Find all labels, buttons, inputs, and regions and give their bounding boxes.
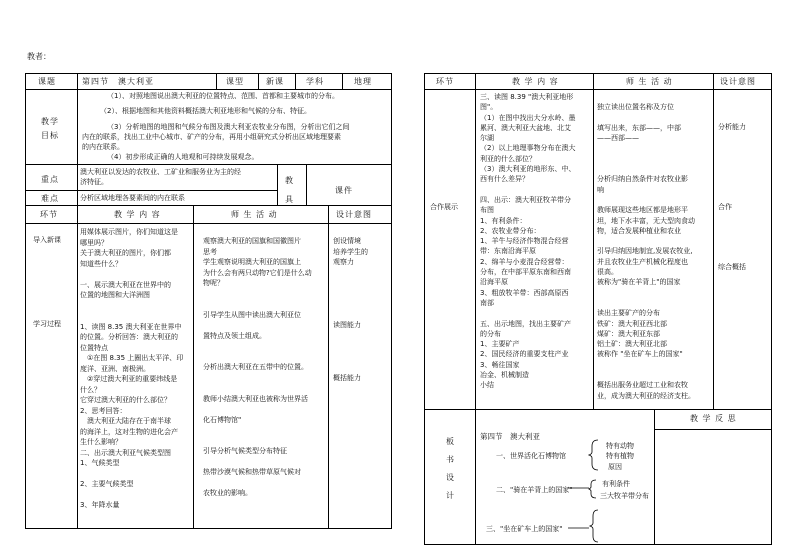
intent-line	[333, 268, 368, 279]
head-subject-label: 学科	[306, 77, 324, 86]
content-line: 哪里吗？	[80, 238, 108, 247]
intent-line	[718, 237, 746, 257]
activity-line	[203, 383, 312, 394]
content-line	[80, 311, 183, 322]
intent-line	[333, 341, 368, 352]
intent-line: 综合概括	[718, 263, 746, 271]
content-line: 二、出示澳大利亚气候类型图	[80, 448, 171, 457]
goal-3b: 内在的联系，找出工业中心城市、矿产的分布，再用小组研究式分析出区域地理要素	[82, 133, 341, 141]
board-point-3: 三、"坐在矿车上的国家"	[486, 525, 563, 533]
content-line: （1）在图中找出大分水岭、墨	[480, 113, 576, 122]
activity-line: 被称为"骑在羊背上"的国家	[597, 278, 681, 287]
intent-line: 合作	[718, 203, 732, 211]
board-point-1-a: 特有动物	[606, 442, 634, 450]
goals-label-1: 教学	[41, 117, 59, 126]
left-content-list	[80, 227, 183, 511]
head-topic-value: 第四节 澳大利亚	[82, 77, 154, 86]
activity-line: 被称作 "坐在矿车上的国家"	[597, 350, 683, 359]
activity-line: 置特点及领土组成。	[203, 331, 266, 340]
content-line: 图"。	[480, 103, 498, 112]
board-arrow-3	[568, 523, 592, 533]
content-line	[80, 469, 183, 480]
activity-line: 概括出服务业超过工业和农牧	[597, 381, 688, 390]
teacher-label: 教者：	[27, 52, 51, 61]
content-line: 1、羊牛与经济作物混合经营	[480, 237, 569, 246]
content-line: 利亚的什么部位？	[480, 154, 536, 163]
content-line: 2、绵羊与小麦混合经营带：	[480, 257, 569, 266]
content-line: 分布，在中部平原东南和西南	[480, 268, 571, 277]
activity-line: 坦，地下水丰富，无大型肉食动	[597, 216, 695, 225]
activity-line	[597, 92, 695, 102]
content-line: 的分布	[480, 329, 501, 338]
content-line: 2、农牧业带分布：	[480, 226, 541, 235]
right-intent-list	[718, 117, 746, 277]
content-line: 1、读图 8.35 澳大利亚在世界中	[80, 322, 182, 331]
left-intent-list	[333, 236, 368, 383]
activity-line	[203, 478, 312, 489]
activity-line: 引导归纳因地制宜,发展农牧业,	[597, 247, 693, 256]
activity-line	[597, 370, 695, 380]
content-line: 2、思考回答：	[80, 406, 127, 415]
r-col-stage: 环节	[436, 77, 454, 86]
head-type-label: 课型	[226, 77, 244, 86]
activity-line: 物，适合发展种植业和农业	[597, 226, 681, 235]
activity-line	[203, 373, 312, 384]
activity-line: 填写出来，东部——，中部	[597, 123, 681, 132]
reflection-title: 教 学 反 思	[690, 414, 737, 423]
activity-line	[203, 352, 312, 363]
activity-line: ——西部——	[597, 134, 639, 143]
intent-line	[333, 362, 368, 373]
content-line: （3）澳大利亚的地形东、中、	[480, 165, 576, 174]
content-line: 西有什么差异？	[480, 175, 529, 184]
key-text-2: 济特征。	[80, 178, 108, 186]
content-line: 关于澳大利亚的图片，你们都	[80, 249, 171, 257]
activity-line: 铁矿：澳大利亚西北部	[597, 319, 667, 328]
col-content: 教 学 内 容	[114, 210, 161, 219]
activity-line	[203, 425, 312, 436]
activity-line	[203, 299, 312, 310]
intent-line	[333, 331, 368, 342]
activity-line: 煤矿：澳大利亚东部	[597, 329, 660, 338]
board-point-2-b: 三大牧羊带分布	[600, 492, 649, 500]
activity-line: 为什么会有两只动物?它们是什么动	[203, 268, 312, 277]
content-line: （2）以上地理事物分布在澳大	[480, 144, 576, 153]
left-activity-list	[203, 236, 312, 499]
content-line: 的海洋上，这对生物的进化会产	[80, 427, 178, 436]
content-line: 用媒体展示图片，你们知道这是	[80, 228, 178, 236]
stage-intro: 导入新课	[33, 236, 61, 244]
activity-line: 热带沙漠气候和热带草原气候对	[203, 468, 301, 476]
activity-line: 独立读出位置名称及方位	[597, 103, 674, 112]
head-type-value: 新课	[266, 77, 284, 86]
content-line: 尔湖	[480, 134, 494, 143]
activity-line: 学生观察说明澳大利亚的国旗上	[203, 258, 301, 266]
activity-line	[597, 195, 695, 205]
intent-line	[333, 299, 368, 310]
content-line	[80, 301, 183, 312]
activity-line: 农牧业的影响。	[203, 489, 252, 497]
content-line: 冶金、机械制造	[480, 371, 529, 380]
activity-line	[597, 143, 695, 153]
content-line: ②穿过澳大利亚的重要纬线是	[80, 375, 178, 383]
board-label-1: 板	[446, 437, 455, 446]
content-line: 布图	[480, 206, 494, 215]
intent-line: 概括能力	[333, 373, 361, 382]
activity-line	[597, 288, 695, 298]
content-line: 3、年降水量	[80, 501, 120, 509]
stage-learning: 学习过程	[33, 320, 61, 328]
content-line: 2、国民经济的重要支柱产业	[480, 350, 569, 359]
content-line: 2、主要气候类型	[80, 480, 134, 488]
difficulty-label: 难点	[41, 194, 59, 203]
activity-line: 分析归纳自然条件对农牧业影	[597, 175, 688, 184]
content-line: 南部	[480, 298, 494, 307]
intent-line	[333, 289, 368, 300]
content-line: 位置的地图和大洋洲图	[80, 291, 150, 299]
activity-line: 教师小结澳大利亚也被称为世界活	[203, 394, 308, 403]
r-col-activity: 师 生 活 动	[626, 77, 673, 86]
activity-line	[203, 436, 312, 447]
content-line: 度洋、亚洲、南极洲。	[80, 364, 150, 373]
col-intent: 设计意图	[336, 210, 372, 219]
key-text-1: 澳大利亚以发达的农牧业、工矿业和服务业为主的经	[80, 168, 241, 176]
teaching-aids-label-1: 教	[285, 176, 294, 185]
right-activity-list	[597, 92, 695, 401]
head-topic-label: 课题	[38, 77, 56, 86]
board-point-1-b: 特有植物	[606, 452, 634, 460]
difficulty-text: 分析区域地理各要素间的内在联系	[80, 194, 185, 202]
content-line: 什么？	[80, 385, 101, 394]
board-arrow-2	[568, 483, 592, 493]
activity-line	[597, 164, 695, 174]
intent-line: 分析能力	[718, 123, 746, 131]
activity-line	[597, 154, 695, 164]
activity-line: 很高。	[597, 268, 618, 277]
intent-line	[333, 352, 368, 363]
content-line: 1、有利条件：	[480, 216, 527, 225]
activity-line: 铝土矿：澳大利亚北部	[597, 340, 667, 349]
content-line: 四、出示：澳大利亚牧羊带分	[480, 195, 571, 204]
intent-line	[718, 177, 746, 197]
board-label-4: 计	[446, 491, 455, 500]
intent-line: 培养学生的	[333, 247, 368, 256]
goal-3c: 的内在联系。	[82, 143, 124, 151]
content-line: 累河、澳大利亚大盆地、北艾	[480, 123, 571, 132]
activity-line: 分析出澳大利亚在五带中的位置。	[203, 363, 308, 371]
intent-line	[718, 157, 746, 177]
r-col-intent: 设计意图	[720, 77, 756, 86]
key-label: 重点	[41, 175, 59, 184]
board-label-2: 书	[446, 455, 455, 464]
activity-line	[597, 236, 695, 246]
intent-line: 创设情境	[333, 237, 361, 245]
board-point-2: 二、"骑在羊背上的国家"	[496, 486, 573, 494]
intent-line	[718, 217, 746, 237]
activity-line	[203, 341, 312, 352]
content-line	[80, 269, 183, 280]
activity-line	[203, 457, 312, 468]
activity-line: 思考	[203, 247, 217, 256]
intent-line: 观察力	[333, 258, 354, 266]
activity-line: 并且农牧业生产机械化程度也	[597, 257, 688, 266]
goal-3a: （3）分析地图的地图和气候分布图及澳大利亚农牧业分布图，分析出它们之间	[107, 123, 350, 131]
content-line: 的位置。分析回答：澳大利亚的	[80, 333, 178, 341]
activity-line	[597, 298, 695, 308]
content-line: 澳大利亚大陆存在于南半球	[80, 417, 171, 425]
activity-line: 读出主要矿产的分布	[597, 309, 660, 318]
goal-2: （2）、根据地图和其他资料概括澳大利亚地形和气候的分布、特征。	[100, 107, 311, 115]
board-label-3: 设	[446, 473, 455, 482]
content-line: 生什么影响？	[80, 438, 122, 446]
content-line: 1、气候类型	[80, 459, 120, 467]
activity-line	[597, 113, 695, 123]
content-line	[80, 490, 183, 501]
activity-line: 物呢？	[203, 279, 224, 287]
content-line	[480, 185, 575, 195]
head-subject-value: 地理	[354, 77, 372, 86]
content-line: 带：东南沿海平原	[480, 247, 536, 256]
goal-1: （1）、对照地图说出澳大利亚的位置特点、范围、首都和主要城市的分布。	[107, 92, 339, 100]
teaching-aids-value: 课件	[335, 186, 353, 195]
content-line: 小结	[480, 381, 494, 390]
goals-label-2: 目标	[41, 131, 59, 140]
teaching-aids-label-2: 具	[285, 195, 294, 204]
content-line: 五、出示地图，找出主要矿产	[480, 319, 571, 328]
activity-line	[203, 320, 312, 331]
content-line: 3、畅往国家	[480, 360, 520, 369]
content-line: 知道些什么？	[80, 259, 122, 268]
activity-line: 教师展现这些地区都是地形平	[597, 206, 688, 215]
activity-line	[203, 289, 312, 300]
content-line: 位置特点	[80, 343, 108, 352]
content-line: 3、粗放牧羊带：西部高原西	[480, 288, 569, 297]
board-point-1: 一、世界活化石博物馆	[496, 452, 566, 460]
intent-line	[333, 278, 368, 289]
right-content-list	[480, 92, 575, 391]
content-line: ①在图 8.35 上圈出太平洋、印	[80, 354, 184, 362]
activity-line: 引导学生从图中读出澳大利亚位	[203, 310, 301, 319]
col-activity: 师 生 活 动	[231, 210, 278, 219]
activity-line	[597, 360, 695, 370]
activity-line: 响	[597, 185, 604, 194]
content-line	[480, 308, 575, 318]
content-line: 它穿过澳大利亚的什么部位？	[80, 396, 171, 404]
stage-cooperation: 合作展示	[430, 203, 458, 211]
activity-line: 引导分析气候类型分布特征	[203, 447, 287, 455]
board-point-2-a: 有利条件	[602, 480, 630, 488]
content-line: 沿海平原	[480, 278, 508, 287]
activity-line: 化石博物馆"	[203, 415, 242, 424]
goal-4: （4）初步形成正确的人地观和可持续发展观念。	[107, 153, 259, 161]
intent-line	[718, 137, 746, 157]
intent-line	[333, 310, 368, 321]
activity-line: 观察澳大利亚的国旗和国徽图片	[203, 237, 301, 245]
board-point-1-c: 原因	[608, 463, 622, 471]
activity-line	[203, 404, 312, 415]
intent-line: 读图能力	[333, 321, 361, 329]
board-title: 第四节 澳大利亚	[480, 432, 540, 441]
r-col-content: 教 学 内 容	[512, 77, 559, 86]
col-stage: 环节	[40, 210, 58, 219]
activity-line: 业，成为澳大利亚的经济支柱。	[597, 391, 695, 400]
content-line: 三、读图 8.39 "澳大利亚地形	[480, 93, 574, 101]
content-line: 1、主要矿产	[480, 340, 520, 349]
content-line: 一、展示澳大利亚在世界中的	[80, 280, 171, 289]
